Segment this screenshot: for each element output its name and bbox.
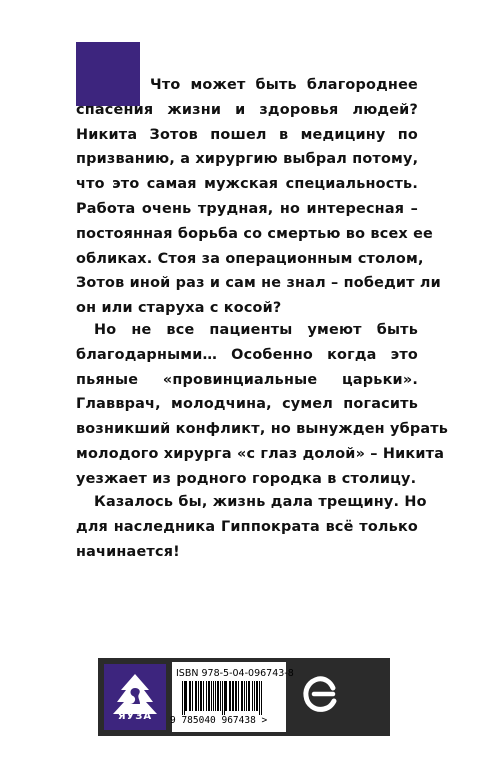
- text-line: Но не все пациенты умеют быть: [94, 322, 418, 338]
- yauza-logo: [104, 664, 166, 730]
- text-line: уезжает из родного городка в столицу.: [76, 470, 417, 487]
- text-line: обликах. Стоя за операционным столом,: [76, 250, 424, 267]
- text-line: возникший конфликт, но вынужден убрать: [76, 421, 449, 438]
- paragraph-3: [76, 490, 427, 564]
- text-line: Работа очень трудная, но интересная –: [76, 200, 418, 217]
- text-line: Казалось бы, жизнь дала трещину. Но: [94, 494, 427, 510]
- paragraph-2: [76, 318, 449, 492]
- barcode-bars: [180, 681, 280, 715]
- eksmo-logo-icon: [300, 674, 340, 714]
- text-line: молодого хирурга «с глаз долой» – Никита: [76, 445, 445, 462]
- barcode-number: 9 785040 967438 >: [170, 715, 268, 726]
- text-line: Главврач, молодчина, сумел погасить: [76, 396, 418, 413]
- text-line: что это самая мужская специальность.: [76, 176, 418, 193]
- publisher-logo-text: ЯУЗА: [117, 711, 153, 722]
- text-line: для наследника Гиппократа всё только: [76, 518, 418, 535]
- text-line: благодарными… Особенно когда это: [76, 346, 418, 363]
- paragraph-1: [76, 73, 441, 321]
- isbn-text: ISBN 978-5-04-096743-8: [176, 668, 294, 679]
- text-line: спасения жизни и здоровья людей?: [76, 101, 418, 118]
- text-line: пьяные «провинциальные царьки».: [76, 371, 418, 388]
- text-line: Что может быть благороднее: [150, 77, 418, 93]
- text-line: Зотов иной раз и сам не знал – победит ли: [76, 275, 441, 292]
- text-line: Никита Зотов пошел в медицину по: [76, 126, 418, 143]
- text-line: постоянная борьба со смертью во всех ее: [76, 225, 434, 242]
- text-line: призванию, а хирургию выбрал потому,: [76, 151, 419, 168]
- text-line: начинается!: [76, 543, 180, 560]
- text-line: он или старуха с косой?: [76, 300, 282, 317]
